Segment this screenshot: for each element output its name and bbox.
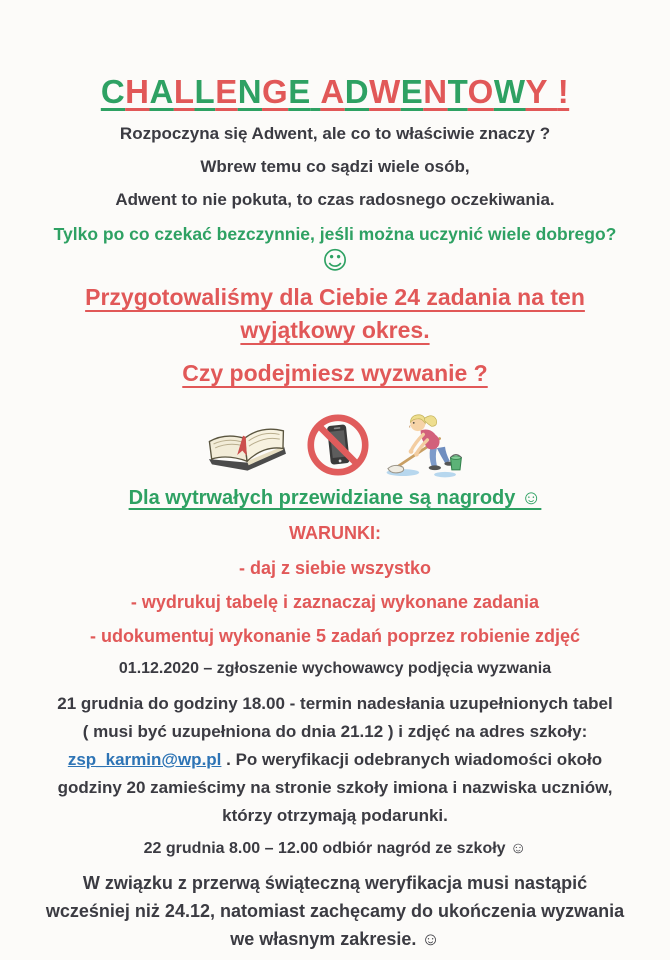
title-letter: ! (557, 73, 570, 110)
smiley-icon: ☺ (321, 246, 349, 275)
title-letter (311, 73, 321, 110)
title-letter: A (149, 73, 174, 110)
title-letter: W (369, 73, 401, 110)
prepared-tasks-heading: Przygotowaliśmy dla Ciebie 24 zadania na ten wyjątkowy okres. (85, 284, 585, 343)
title-letter: T (447, 73, 468, 110)
title-letter: G (262, 73, 289, 110)
open-book-image (203, 418, 291, 478)
signup-date-line: 01.12.2020 – zgłoszenie wychowawcy podjęcia wyzwania (118, 660, 552, 677)
closing-paragraph: W związku z przerwą świąteczną weryfikacja musi nastąpić wcześniej niż 24.12, natomiast zachęcamy do ukończenia wyzwania we własnym zakresie. ☺ (45, 873, 625, 949)
conditions-list (0, 557, 670, 647)
title-letter (548, 73, 558, 110)
title-letter: L (173, 73, 195, 110)
title-letter: E (400, 73, 424, 110)
title-letter: D (344, 73, 370, 110)
intro-line-3: Adwent to nie pokuta, to czas radosnego oczekiwania. (115, 190, 555, 209)
title-letter: E (215, 73, 238, 110)
illustrations-row (0, 398, 670, 478)
title-letter: H (125, 73, 150, 110)
title-letter: E (288, 73, 311, 110)
no-phone-icon (305, 412, 371, 478)
challenge-question-heading: Czy podejmiesz wyzwanie ? (182, 360, 488, 386)
page-title (0, 72, 670, 112)
title-letter: C (100, 73, 126, 110)
mopping-girl-image (385, 410, 467, 478)
school-email-link[interactable]: zsp_karmin@wp.pl (67, 750, 222, 769)
condition-item: - udokumentuj wykonanie 5 zadań poprzez robienie zdjęć (89, 626, 581, 646)
title-letter: N (237, 73, 263, 110)
title-letter: L (194, 73, 216, 110)
condition-item: - daj z siebie wszystko (238, 558, 432, 578)
deadline-text-after: . (221, 750, 231, 769)
title-letter: W (493, 73, 526, 110)
advent-question-line: Tylko po co czekać bezczynnie, jeśli można uczynić wiele dobrego? (53, 224, 617, 244)
title-letter: A (320, 73, 345, 110)
title-letter: N (423, 73, 448, 110)
deadline-text-before: 21 grudnia do godziny 18.00 - termin nadesłania uzupełnionych tabel ( musi być uzupełniona do dnia 21.12 ) i zdjęć na adres szkoły: (57, 694, 613, 741)
deadline-paragraph (53, 690, 618, 830)
pickup-line: 22 grudnia 8.00 – 12.00 odbiór nagród ze szkoły ☺ (143, 840, 527, 857)
title-letter: O (467, 73, 494, 110)
title-letter: Y (525, 73, 549, 110)
intro-line-1: Rozpoczyna się Adwent, ale co to właściwie znaczy ? (119, 124, 551, 143)
rewards-line: Dla wytrwałych przewidziane są nagrody ☺ (128, 487, 542, 509)
intro-line-2: Wbrew temu co sądzi wiele osób, (200, 157, 470, 176)
conditions-heading: WARUNKI: (289, 523, 381, 543)
verification-text: Po weryfikacji odebranych wiadomości około godziny 20 zamieścimy na stronie szkoły imiona i nazwiska uczniów, którzy otrzymają podarunki. (57, 750, 613, 825)
condition-item: - wydrukuj tabelę i zaznaczaj wykonane zadania (130, 592, 540, 612)
